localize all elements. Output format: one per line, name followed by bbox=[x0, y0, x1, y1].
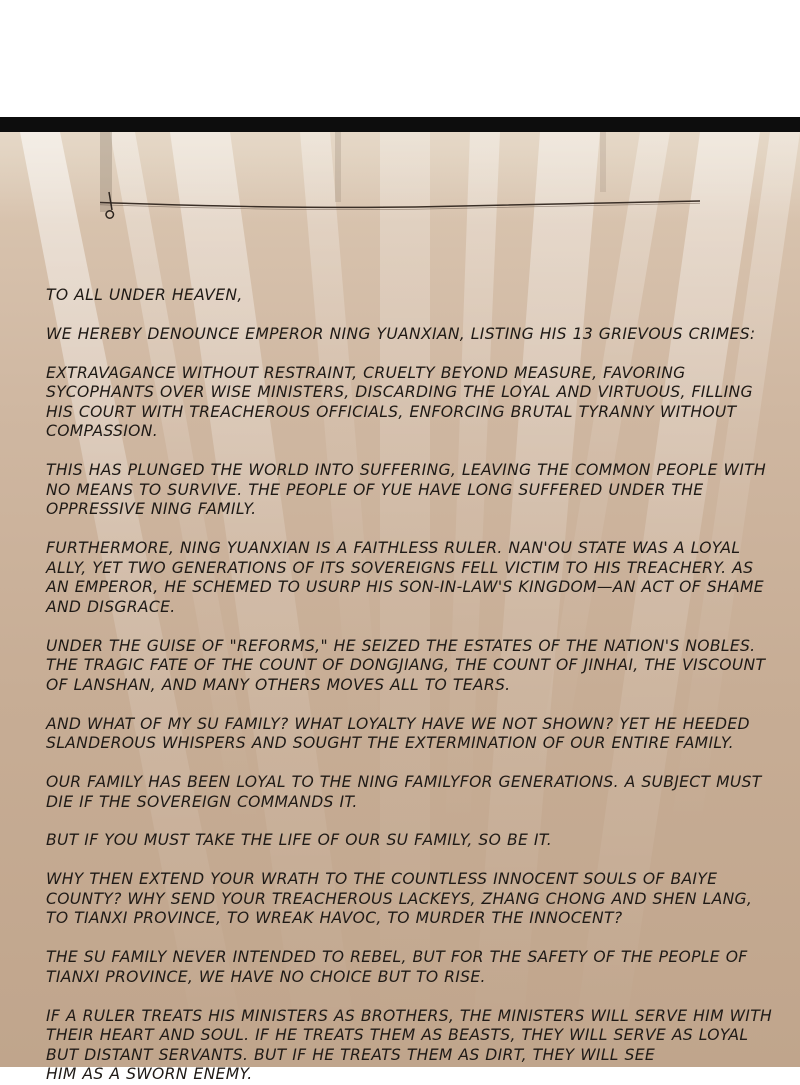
proclamation-paragraph-10: THE SU FAMILY NEVER INTENDED TO REBEL, BUT FOR THE SAFETY OF THE PEOPLE OF TIANXI PROVINCE, WE HAVE NO CHOICE BUT TO RISE. bbox=[46, 948, 748, 986]
top-blank-gutter bbox=[0, 0, 800, 117]
proclamation-salutation: TO ALL UNDER HEAVEN, bbox=[46, 286, 243, 304]
proclamation-paragraph-8: BUT IF YOU MUST TAKE THE LIFE OF OUR SU FAMILY, SO BE IT. bbox=[46, 831, 552, 850]
scroll-rod bbox=[0, 192, 800, 222]
proclamation-text bbox=[46, 286, 776, 1084]
proclamation-paragraph-5: UNDER THE GUISE OF "REFORMS," HE SEIZED THE ESTATES OF THE NATION'S NOBLES. THE TRAGIC FATE OF THE COUNT OF DONGJIANG, THE COUNT OF JINHAI, THE VISCOUNT OF LANSHAN, AND MANY OTHERS MOVES ALL TO TEARS. bbox=[46, 636, 766, 694]
proclamation-paragraph-6: AND WHAT OF MY SU FAMILY? WHAT LOYALTY HAVE WE NOT SHOWN? YET HE HEEDED SLANDEROUS WHISPERS AND SOUGHT THE EXTERMINATION OF OUR ENTIRE FAMILY. bbox=[46, 714, 750, 753]
proclamation-paragraph-9: WHY THEN EXTEND YOUR WRATH TO THE COUNTLESS INNOCENT SOULS OF BAIYE COUNTY? WHY SEND YOUR TREACHEROUS LACKEYS, ZHANG CHONG AND SHEN LANG, TO TIANXI PROVINCE, TO WREAK HAVOC, TO MURDER THE INNOCENT? bbox=[46, 870, 753, 928]
proclamation-paragraph-2: EXTRAVAGANCE WITHOUT RESTRAINT, CRUELTY BEYOND MEASURE, FAVORING SYCOPHANTS OVER WISE MINISTERS, DISCARDING THE LOYAL AND VIRTUOUS, FILLING HIS COURT WITH TREACHEROUS OFFICIALS, ENFORCING BRUTAL TYRANNY WITHOUT COMPASSION. bbox=[46, 363, 753, 441]
proclamation-paragraph-1: WE HEREBY DENOUNCE EMPEROR NING YUANXIAN, LISTING HIS 13 GRIEVOUS CRIMES: bbox=[46, 324, 756, 343]
proclamation-cut-off-line: HIM AS A SWORN ENEMY. bbox=[46, 1065, 253, 1084]
proclamation-paragraph-7: OUR FAMILY HAS BEEN LOYAL TO THE NING FAMILYFOR GENERATIONS. A SUBJECT MUST DIE IF THE SOVEREIGN COMMANDS IT. bbox=[46, 773, 762, 811]
proclamation-paragraph-11-text: IF A RULER TREATS HIS MINISTERS AS BROTHERS, THE MINISTERS WILL SERVE HIM WITH THEIR HEART AND SOUL. IF HE TREATS THEM AS BEASTS, THEY WILL SERVE AS LOYAL BUT DISTANT SERVANTS. BUT IF HE TREATS THEM AS DIRT, THEY WILL SEE bbox=[46, 1006, 773, 1064]
proclamation-paragraph-3: THIS HAS PLUNGED THE WORLD INTO SUFFERING, LEAVING THE COMMON PEOPLE WITH NO MEANS TO SURVIVE. THE PEOPLE OF YUE HAVE LONG SUFFERED UNDER THE OPPRESSIVE NING FAMILY. bbox=[46, 461, 767, 519]
proclamation-paragraph-4: FURTHERMORE, NING YUANXIAN IS A FAITHLESS RULER. NAN'OU STATE WAS A LOYAL ALLY, YET TWO GENERATIONS OF ITS SOVEREIGNS FELL VICTIM TO HIS TREACHERY. AS AN EMPEROR, HE SCHEMED TO USURP HIS SON-IN-LAW'S KINGDOM—AN ACT OF SHAME AND DISGRACE. bbox=[46, 539, 764, 616]
panel-top-border bbox=[0, 117, 800, 132]
proclamation-paragraph-11 bbox=[46, 1006, 776, 1084]
